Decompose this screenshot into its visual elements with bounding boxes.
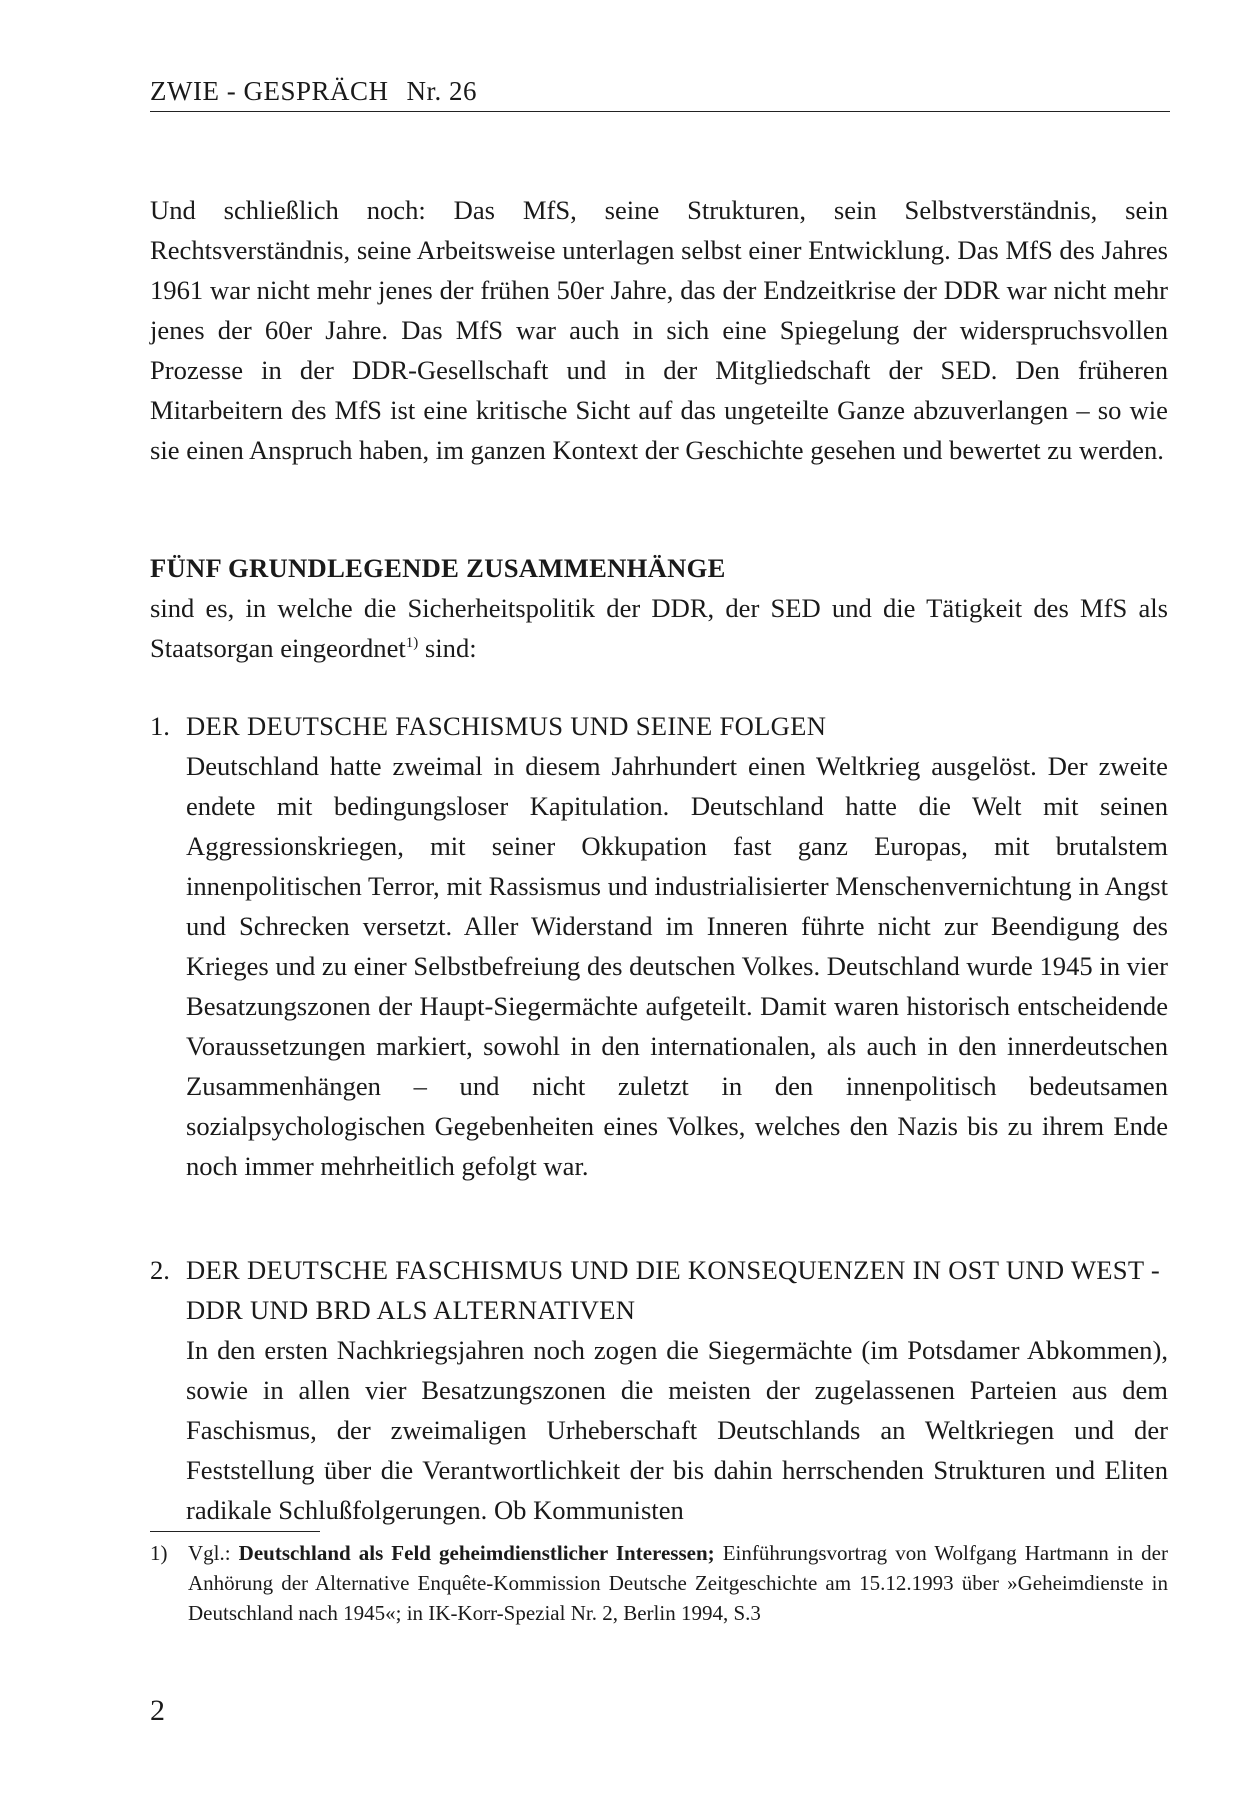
header-title: ZWIE - GESPRÄCH [150, 76, 389, 106]
intro-text-end: sind: [418, 633, 477, 663]
footnote-reference: 1) [405, 635, 419, 652]
running-header [150, 76, 1170, 112]
footnote-divider [150, 1531, 320, 1532]
footnote [150, 1538, 1168, 1628]
footnote-prefix: Vgl.: [188, 1541, 239, 1565]
item-text: Deutschland hatte zweimal in diesem Jahrhundert einen Weltkrieg ausgelöst. Der zweite endete mit bedingungsloser Kapitulation. Deutschland hatte die Welt mit seinen Aggressionskriegen, mit seiner Okkupation fast ganz Europas, mit brutalstem innenpolitischen Terror, mit Rassismus und industrialisierter Menschenvernichtung in Angst und Schrecken versetzt. Aller Widerstand im Inneren führte nicht zur Beendigung des Krieges und zu einer Selbstbefreiung des deutschen Volkes. Deutschland wurde 1945 in vier Besatzungszonen der Haupt-Siegermächte aufgeteilt. Damit waren historisch entscheidende Voraussetzungen markiert, sowohl in den internationalen, als auch in den innerdeutschen Zusammenhängen – und nicht zuletzt in den innenpolitisch bedeutsamen sozialpsychologischen Gegebenheiten eines Volkes, welches den Nazis bis zu ihrem Ende noch immer mehrheitlich gefolgt war. [186, 751, 1169, 1181]
item-heading: DER DEUTSCHE FASCHISMUS UND SEINE FOLGEN [186, 711, 827, 741]
page-number: 2 [150, 1694, 165, 1727]
footnote-number: 1) [150, 1541, 168, 1565]
section-intro-text [150, 588, 1168, 668]
footnote-text [188, 1538, 1168, 1628]
paragraph-1: Und schließlich noch: Das MfS, seine Strukturen, sein Selbstverständnis, sein Rechtsverständnis, seine Arbeitsweise unterlagen selbst einer Entwicklung. Das MfS des Jahres 1961 war nicht mehr jenes der frühen 50er Jahre, das der Endzeitkrise der DDR war nicht mehr jenes der 60er Jahre. Das MfS war auch in sich eine Spiegelung der widerspruchsvollen Prozesse in der DDR-Gesellschaft und in der Mitgliedschaft der SED. Den früheren Mitarbeitern des MfS ist eine kritische Sicht auf das ungeteilte Ganze abzuverlangen – so wie sie einen Anspruch haben, im ganzen Kontext der Geschichte gesehen und bewertet zu werden. [150, 195, 1168, 465]
section-intro [150, 548, 1168, 668]
list-item-1 [150, 706, 1168, 1186]
footnote-body: Einführungsvortrag von Wolfgang Hartmann in der Anhörung der Alternative Enquête-Kommission Deutsche Zeitgeschichte am 15.12.1993 über »Geheimdienste in Deutschland nach 1945«; in IK-Korr-Spezial Nr. 2, Berlin 1994, S.3 [188, 1541, 1168, 1625]
item-number: 1. [150, 711, 170, 741]
item-text: In den ersten Nachkriegsjahren noch zogen die Siegermächte (im Potsdamer Abkommen), sowie in allen vier Besatzungszonen die meisten der zugelassenen Parteien aus dem Faschismus, der zweimaligen Urheberschaft Deutschlands an Weltkriegen und der Feststellung über die Verantwortlichkeit der bis dahin herrschenden Strukturen und Eliten radikale Schlußfolgerungen. Ob Kommunisten [186, 1335, 1168, 1525]
intro-text: sind es, in welche die Sicherheitspolitik der DDR, der SED und die Tätigkeit des MfS als Staatsorgan eingeordnet [150, 593, 1168, 663]
footnote-bold-title: Deutschland als Feld geheimdienstlicher Interessen; [238, 1541, 715, 1565]
item-heading: DER DEUTSCHE FASCHISMUS UND DIE KONSEQUENZEN IN OST UND WEST - DDR UND BRD ALS ALTERNATIVEN [186, 1255, 1161, 1325]
section-heading: FÜNF GRUNDLEGENDE ZUSAMMENHÄNGE [150, 553, 726, 583]
list-item-2 [150, 1250, 1168, 1530]
header-number: Nr. 26 [406, 76, 477, 106]
item-number: 2. [150, 1255, 170, 1285]
